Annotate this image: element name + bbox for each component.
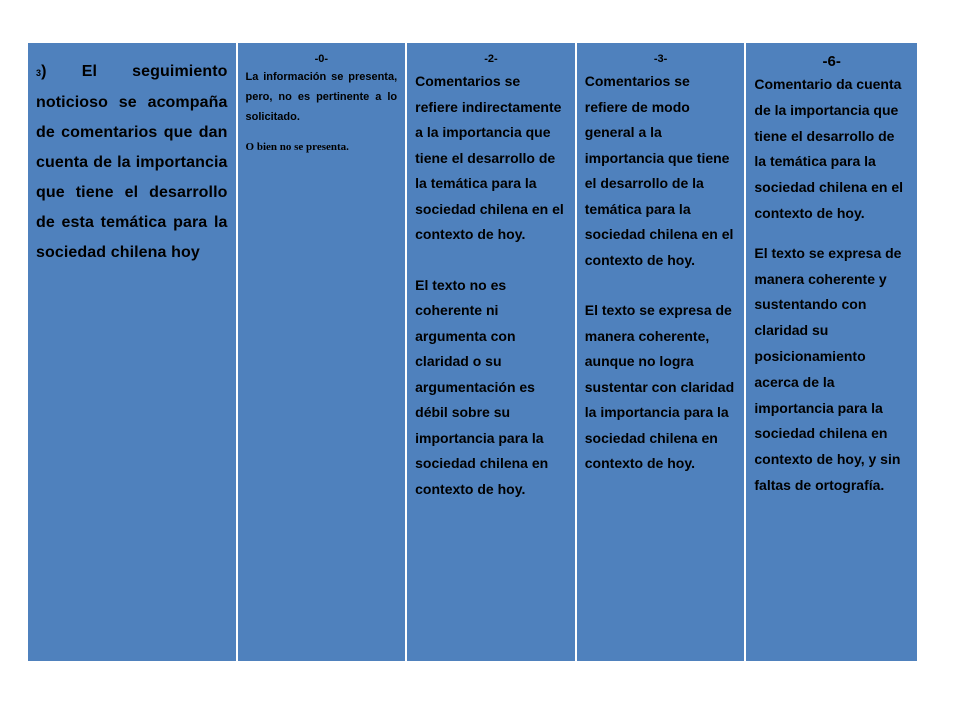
- level-6-coherence: El texto se expresa de manera coherente y sustentando con claridad su posicionamiento acerca de la importancia para la sociedad chilena en contexto de hoy, y sin faltas de ortografía.: [754, 244, 902, 493]
- level-0-description: La información se presenta, pero, no es pertinente a lo solicitado.: [245, 71, 398, 123]
- criterion-number: 3: [36, 68, 42, 78]
- level-2-heading: -2-: [484, 53, 498, 65]
- level-0-cell: [238, 43, 408, 661]
- level-2-coherence: El texto no es coherente ni argumenta con claridad o su argumentación es débil sobre su importancia para la sociedad chilena en contexto de hoy.: [415, 276, 549, 497]
- rubric-table: [27, 42, 918, 662]
- level-6-cell: [746, 43, 917, 661]
- level-6-heading: -6-: [822, 53, 841, 70]
- level-2-cell: [407, 43, 577, 661]
- criterion-text: [36, 57, 228, 268]
- level-3-coherence: El texto se expresa de manera coherente, aunque no logra sustentar con claridad la importancia para la sociedad chilena en contexto de hoy.: [584, 302, 735, 471]
- level-6-description: Comentario da cuenta de la importancia que tiene el desarrollo de la temática para la sociedad chilena en el contexto de hoy.: [754, 76, 904, 221]
- level-0-alternative: O bien no se presenta.: [245, 141, 349, 153]
- level-3-description: Comentarios se refiere de modo general a la importancia que tiene el desarrollo de la temática para la sociedad chilena en el contexto de hoy.: [584, 73, 734, 268]
- criterion-cell: [28, 43, 238, 661]
- level-2-description: Comentarios se refiere indirectamente a la importancia que tiene el desarrollo de la temática para la sociedad chilena en el contexto de hoy.: [415, 73, 564, 242]
- criterion-description: ) El seguimiento noticioso se acompaña de comentarios que dan cuenta de la importancia que tiene el desarrollo de esta temática para la sociedad chilena hoy: [36, 63, 228, 261]
- level-3-cell: [577, 43, 747, 661]
- level-3-heading: -3-: [653, 53, 668, 65]
- level-0-heading: -0-: [314, 53, 329, 65]
